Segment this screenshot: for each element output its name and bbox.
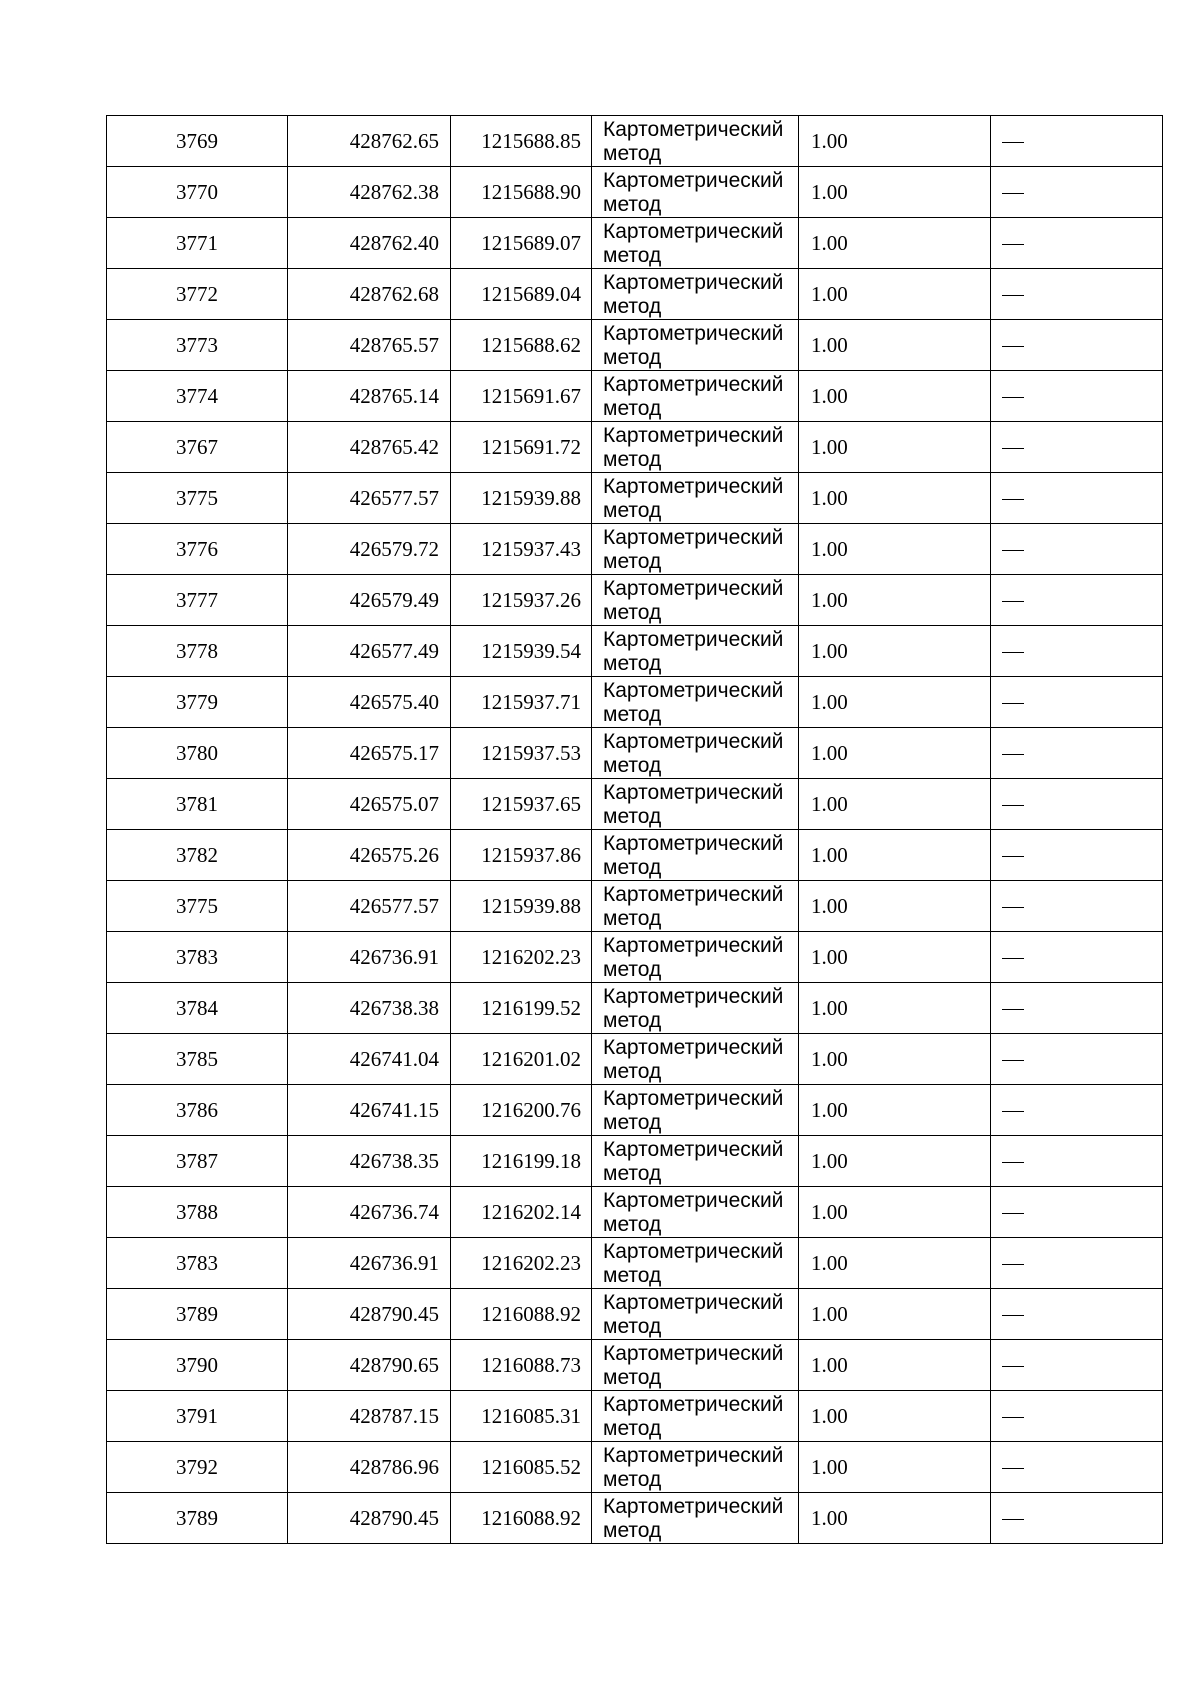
method-cell bbox=[592, 881, 799, 932]
y-coordinate-cell: 1216199.18 bbox=[451, 1136, 592, 1187]
y-coordinate-cell: 1215937.26 bbox=[451, 575, 592, 626]
method-line-2: метод bbox=[603, 448, 662, 471]
accuracy-cell: 1.00 bbox=[799, 830, 991, 881]
y-coordinate-cell: 1216202.23 bbox=[451, 1238, 592, 1289]
method-line-2: метод bbox=[603, 295, 662, 318]
x-coordinate-cell: 426579.72 bbox=[288, 524, 451, 575]
description-cell bbox=[991, 779, 1163, 830]
method-line-1: Картометрический bbox=[603, 1087, 784, 1110]
accuracy-cell: 1.00 bbox=[799, 1238, 991, 1289]
description-cell bbox=[991, 1391, 1163, 1442]
y-coordinate-cell: 1215937.43 bbox=[451, 524, 592, 575]
coordinates-table bbox=[106, 115, 1163, 1544]
point-number-cell: 3780 bbox=[107, 728, 288, 779]
table-row bbox=[107, 1238, 1163, 1289]
method-line-2: метод bbox=[603, 1060, 662, 1083]
table-row bbox=[107, 1442, 1163, 1493]
table-row bbox=[107, 983, 1163, 1034]
point-number-cell: 3774 bbox=[107, 371, 288, 422]
y-coordinate-cell: 1215939.88 bbox=[451, 473, 592, 524]
method-line-2: метод bbox=[603, 1111, 662, 1134]
method-cell bbox=[592, 422, 799, 473]
point-number-cell: 3778 bbox=[107, 626, 288, 677]
method-line-1: Картометрический bbox=[603, 118, 784, 141]
x-coordinate-cell: 428765.57 bbox=[288, 320, 451, 371]
x-coordinate-cell: 426738.35 bbox=[288, 1136, 451, 1187]
dash-mark bbox=[1002, 1111, 1024, 1112]
method-cell bbox=[592, 371, 799, 422]
accuracy-cell: 1.00 bbox=[799, 881, 991, 932]
description-cell bbox=[991, 422, 1163, 473]
table-row bbox=[107, 524, 1163, 575]
description-cell bbox=[991, 575, 1163, 626]
method-line-2: метод bbox=[603, 244, 662, 267]
method-line-2: метод bbox=[603, 1519, 662, 1542]
method-cell bbox=[592, 728, 799, 779]
table-row bbox=[107, 422, 1163, 473]
table-row bbox=[107, 932, 1163, 983]
dash-mark bbox=[1002, 1162, 1024, 1163]
description-cell bbox=[991, 1085, 1163, 1136]
method-line-2: метод bbox=[603, 703, 662, 726]
dash-mark bbox=[1002, 1060, 1024, 1061]
x-coordinate-cell: 428762.40 bbox=[288, 218, 451, 269]
table-row bbox=[107, 881, 1163, 932]
method-cell bbox=[592, 1289, 799, 1340]
x-coordinate-cell: 426741.15 bbox=[288, 1085, 451, 1136]
x-coordinate-cell: 428765.42 bbox=[288, 422, 451, 473]
dash-mark bbox=[1002, 805, 1024, 806]
y-coordinate-cell: 1216201.02 bbox=[451, 1034, 592, 1085]
dash-mark bbox=[1002, 1468, 1024, 1469]
accuracy-cell: 1.00 bbox=[799, 1442, 991, 1493]
method-cell bbox=[592, 218, 799, 269]
x-coordinate-cell: 428762.38 bbox=[288, 167, 451, 218]
method-line-2: метод bbox=[603, 193, 662, 216]
method-cell bbox=[592, 1034, 799, 1085]
point-number-cell: 3775 bbox=[107, 473, 288, 524]
method-line-2: метод bbox=[603, 397, 662, 420]
point-number-cell: 3769 bbox=[107, 116, 288, 167]
point-number-cell: 3776 bbox=[107, 524, 288, 575]
accuracy-cell: 1.00 bbox=[799, 116, 991, 167]
method-line-2: метод bbox=[603, 601, 662, 624]
accuracy-cell: 1.00 bbox=[799, 728, 991, 779]
description-cell bbox=[991, 320, 1163, 371]
description-cell bbox=[991, 473, 1163, 524]
x-coordinate-cell: 428762.68 bbox=[288, 269, 451, 320]
x-coordinate-cell: 426736.91 bbox=[288, 932, 451, 983]
point-number-cell: 3782 bbox=[107, 830, 288, 881]
dash-mark bbox=[1002, 295, 1024, 296]
description-cell bbox=[991, 116, 1163, 167]
table-row bbox=[107, 218, 1163, 269]
method-cell bbox=[592, 1493, 799, 1544]
method-line-2: метод bbox=[603, 1417, 662, 1440]
method-cell bbox=[592, 1136, 799, 1187]
method-cell bbox=[592, 626, 799, 677]
method-cell bbox=[592, 779, 799, 830]
accuracy-cell: 1.00 bbox=[799, 1289, 991, 1340]
method-line-2: метод bbox=[603, 1213, 662, 1236]
method-line-2: метод bbox=[603, 652, 662, 675]
dash-mark bbox=[1002, 703, 1024, 704]
x-coordinate-cell: 426736.91 bbox=[288, 1238, 451, 1289]
method-line-2: метод bbox=[603, 856, 662, 879]
point-number-cell: 3773 bbox=[107, 320, 288, 371]
y-coordinate-cell: 1215689.07 bbox=[451, 218, 592, 269]
method-cell bbox=[592, 575, 799, 626]
method-line-2: метод bbox=[603, 142, 662, 165]
y-coordinate-cell: 1215689.04 bbox=[451, 269, 592, 320]
y-coordinate-cell: 1216088.73 bbox=[451, 1340, 592, 1391]
y-coordinate-cell: 1215937.53 bbox=[451, 728, 592, 779]
accuracy-cell: 1.00 bbox=[799, 677, 991, 728]
method-line-1: Картометрический bbox=[603, 475, 784, 498]
method-cell bbox=[592, 167, 799, 218]
description-cell bbox=[991, 830, 1163, 881]
y-coordinate-cell: 1215939.54 bbox=[451, 626, 592, 677]
accuracy-cell: 1.00 bbox=[799, 269, 991, 320]
table-row bbox=[107, 677, 1163, 728]
point-number-cell: 3771 bbox=[107, 218, 288, 269]
accuracy-cell: 1.00 bbox=[799, 1085, 991, 1136]
x-coordinate-cell: 428790.65 bbox=[288, 1340, 451, 1391]
table-row bbox=[107, 830, 1163, 881]
x-coordinate-cell: 426736.74 bbox=[288, 1187, 451, 1238]
accuracy-cell: 1.00 bbox=[799, 575, 991, 626]
x-coordinate-cell: 428786.96 bbox=[288, 1442, 451, 1493]
table-row bbox=[107, 167, 1163, 218]
x-coordinate-cell: 426579.49 bbox=[288, 575, 451, 626]
method-cell bbox=[592, 269, 799, 320]
dash-mark bbox=[1002, 754, 1024, 755]
accuracy-cell: 1.00 bbox=[799, 320, 991, 371]
accuracy-cell: 1.00 bbox=[799, 524, 991, 575]
description-cell bbox=[991, 269, 1163, 320]
method-cell bbox=[592, 524, 799, 575]
accuracy-cell: 1.00 bbox=[799, 473, 991, 524]
method-cell bbox=[592, 320, 799, 371]
point-number-cell: 3786 bbox=[107, 1085, 288, 1136]
method-line-1: Картометрический bbox=[603, 730, 784, 753]
description-cell bbox=[991, 1289, 1163, 1340]
dash-mark bbox=[1002, 1315, 1024, 1316]
description-cell bbox=[991, 1442, 1163, 1493]
method-line-1: Картометрический bbox=[603, 679, 784, 702]
accuracy-cell: 1.00 bbox=[799, 422, 991, 473]
y-coordinate-cell: 1216202.14 bbox=[451, 1187, 592, 1238]
x-coordinate-cell: 426577.57 bbox=[288, 881, 451, 932]
method-line-1: Картометрический bbox=[603, 883, 784, 906]
method-line-2: метод bbox=[603, 1366, 662, 1389]
table-row bbox=[107, 1340, 1163, 1391]
dash-mark bbox=[1002, 397, 1024, 398]
accuracy-cell: 1.00 bbox=[799, 1034, 991, 1085]
point-number-cell: 3767 bbox=[107, 422, 288, 473]
dash-mark bbox=[1002, 1417, 1024, 1418]
dash-mark bbox=[1002, 1519, 1024, 1520]
y-coordinate-cell: 1216202.23 bbox=[451, 932, 592, 983]
dash-mark bbox=[1002, 1366, 1024, 1367]
method-line-1: Картометрический bbox=[603, 526, 784, 549]
method-line-2: метод bbox=[603, 754, 662, 777]
description-cell bbox=[991, 1493, 1163, 1544]
method-line-2: метод bbox=[603, 499, 662, 522]
description-cell bbox=[991, 983, 1163, 1034]
table-row bbox=[107, 1187, 1163, 1238]
method-line-1: Картометрический bbox=[603, 934, 784, 957]
accuracy-cell: 1.00 bbox=[799, 779, 991, 830]
method-line-1: Картометрический bbox=[603, 577, 784, 600]
y-coordinate-cell: 1215937.65 bbox=[451, 779, 592, 830]
method-line-2: метод bbox=[603, 907, 662, 930]
table-row bbox=[107, 1289, 1163, 1340]
accuracy-cell: 1.00 bbox=[799, 1187, 991, 1238]
description-cell bbox=[991, 677, 1163, 728]
description-cell bbox=[991, 1238, 1163, 1289]
y-coordinate-cell: 1215691.72 bbox=[451, 422, 592, 473]
x-coordinate-cell: 426741.04 bbox=[288, 1034, 451, 1085]
dash-mark bbox=[1002, 142, 1024, 143]
method-cell bbox=[592, 116, 799, 167]
table-row bbox=[107, 1391, 1163, 1442]
x-coordinate-cell: 426575.07 bbox=[288, 779, 451, 830]
point-number-cell: 3775 bbox=[107, 881, 288, 932]
y-coordinate-cell: 1216088.92 bbox=[451, 1493, 592, 1544]
point-number-cell: 3788 bbox=[107, 1187, 288, 1238]
table-row bbox=[107, 1034, 1163, 1085]
method-cell bbox=[592, 677, 799, 728]
y-coordinate-cell: 1216088.92 bbox=[451, 1289, 592, 1340]
point-number-cell: 3790 bbox=[107, 1340, 288, 1391]
method-line-2: метод bbox=[603, 1264, 662, 1287]
method-cell bbox=[592, 830, 799, 881]
accuracy-cell: 1.00 bbox=[799, 1391, 991, 1442]
method-cell bbox=[592, 932, 799, 983]
method-line-1: Картометрический bbox=[603, 1189, 784, 1212]
point-number-cell: 3777 bbox=[107, 575, 288, 626]
method-line-2: метод bbox=[603, 1315, 662, 1338]
description-cell bbox=[991, 1187, 1163, 1238]
method-cell bbox=[592, 1442, 799, 1493]
description-cell bbox=[991, 626, 1163, 677]
description-cell bbox=[991, 1340, 1163, 1391]
table-row bbox=[107, 473, 1163, 524]
accuracy-cell: 1.00 bbox=[799, 1340, 991, 1391]
point-number-cell: 3785 bbox=[107, 1034, 288, 1085]
dash-mark bbox=[1002, 346, 1024, 347]
table-row bbox=[107, 1085, 1163, 1136]
method-line-1: Картометрический bbox=[603, 832, 784, 855]
method-line-1: Картометрический bbox=[603, 424, 784, 447]
method-line-1: Картометрический bbox=[603, 1291, 784, 1314]
method-line-1: Картометрический bbox=[603, 1444, 784, 1467]
method-line-2: метод bbox=[603, 550, 662, 573]
method-line-2: метод bbox=[603, 1468, 662, 1491]
y-coordinate-cell: 1215688.90 bbox=[451, 167, 592, 218]
table-row bbox=[107, 371, 1163, 422]
x-coordinate-cell: 426577.57 bbox=[288, 473, 451, 524]
dash-mark bbox=[1002, 652, 1024, 653]
y-coordinate-cell: 1215939.88 bbox=[451, 881, 592, 932]
dash-mark bbox=[1002, 193, 1024, 194]
point-number-cell: 3772 bbox=[107, 269, 288, 320]
x-coordinate-cell: 428762.65 bbox=[288, 116, 451, 167]
table-row bbox=[107, 1493, 1163, 1544]
table-row bbox=[107, 728, 1163, 779]
table-row bbox=[107, 575, 1163, 626]
method-line-2: метод bbox=[603, 805, 662, 828]
x-coordinate-cell: 428790.45 bbox=[288, 1493, 451, 1544]
dash-mark bbox=[1002, 856, 1024, 857]
method-cell bbox=[592, 473, 799, 524]
y-coordinate-cell: 1215937.71 bbox=[451, 677, 592, 728]
table-row bbox=[107, 779, 1163, 830]
method-line-1: Картометрический bbox=[603, 169, 784, 192]
description-cell bbox=[991, 218, 1163, 269]
method-line-2: метод bbox=[603, 1162, 662, 1185]
dash-mark bbox=[1002, 907, 1024, 908]
dash-mark bbox=[1002, 1009, 1024, 1010]
description-cell bbox=[991, 167, 1163, 218]
dash-mark bbox=[1002, 244, 1024, 245]
method-cell bbox=[592, 983, 799, 1034]
method-cell bbox=[592, 1340, 799, 1391]
table-row bbox=[107, 269, 1163, 320]
method-line-1: Картометрический bbox=[603, 985, 784, 1008]
accuracy-cell: 1.00 bbox=[799, 167, 991, 218]
method-line-1: Картометрический bbox=[603, 220, 784, 243]
method-line-2: метод bbox=[603, 346, 662, 369]
method-line-1: Картометрический bbox=[603, 271, 784, 294]
x-coordinate-cell: 426577.49 bbox=[288, 626, 451, 677]
y-coordinate-cell: 1216199.52 bbox=[451, 983, 592, 1034]
description-cell bbox=[991, 1136, 1163, 1187]
description-cell bbox=[991, 728, 1163, 779]
method-line-1: Картометрический bbox=[603, 322, 784, 345]
description-cell bbox=[991, 524, 1163, 575]
method-line-1: Картометрический bbox=[603, 781, 784, 804]
method-line-1: Картометрический bbox=[603, 1138, 784, 1161]
point-number-cell: 3792 bbox=[107, 1442, 288, 1493]
method-cell bbox=[592, 1238, 799, 1289]
method-line-1: Картометрический bbox=[603, 1342, 784, 1365]
method-line-1: Картометрический bbox=[603, 1393, 784, 1416]
coordinates-table-body bbox=[107, 116, 1163, 1544]
accuracy-cell: 1.00 bbox=[799, 626, 991, 677]
table-row bbox=[107, 116, 1163, 167]
table-row bbox=[107, 626, 1163, 677]
y-coordinate-cell: 1215937.86 bbox=[451, 830, 592, 881]
x-coordinate-cell: 428765.14 bbox=[288, 371, 451, 422]
point-number-cell: 3783 bbox=[107, 932, 288, 983]
method-line-1: Картометрический bbox=[603, 1495, 784, 1518]
dash-mark bbox=[1002, 499, 1024, 500]
method-line-1: Картометрический bbox=[603, 373, 784, 396]
point-number-cell: 3779 bbox=[107, 677, 288, 728]
method-cell bbox=[592, 1391, 799, 1442]
point-number-cell: 3783 bbox=[107, 1238, 288, 1289]
method-line-1: Картометрический bbox=[603, 1036, 784, 1059]
point-number-cell: 3784 bbox=[107, 983, 288, 1034]
accuracy-cell: 1.00 bbox=[799, 932, 991, 983]
x-coordinate-cell: 426575.17 bbox=[288, 728, 451, 779]
dash-mark bbox=[1002, 958, 1024, 959]
dash-mark bbox=[1002, 1264, 1024, 1265]
x-coordinate-cell: 426575.40 bbox=[288, 677, 451, 728]
accuracy-cell: 1.00 bbox=[799, 218, 991, 269]
dash-mark bbox=[1002, 550, 1024, 551]
accuracy-cell: 1.00 bbox=[799, 371, 991, 422]
table-row bbox=[107, 1136, 1163, 1187]
x-coordinate-cell: 428787.15 bbox=[288, 1391, 451, 1442]
dash-mark bbox=[1002, 1213, 1024, 1214]
method-line-1: Картометрический bbox=[603, 628, 784, 651]
point-number-cell: 3789 bbox=[107, 1493, 288, 1544]
point-number-cell: 3791 bbox=[107, 1391, 288, 1442]
description-cell bbox=[991, 1034, 1163, 1085]
point-number-cell: 3787 bbox=[107, 1136, 288, 1187]
y-coordinate-cell: 1215688.85 bbox=[451, 116, 592, 167]
y-coordinate-cell: 1215691.67 bbox=[451, 371, 592, 422]
y-coordinate-cell: 1215688.62 bbox=[451, 320, 592, 371]
x-coordinate-cell: 426575.26 bbox=[288, 830, 451, 881]
description-cell bbox=[991, 932, 1163, 983]
y-coordinate-cell: 1216085.52 bbox=[451, 1442, 592, 1493]
accuracy-cell: 1.00 bbox=[799, 983, 991, 1034]
dash-mark bbox=[1002, 448, 1024, 449]
method-line-1: Картометрический bbox=[603, 1240, 784, 1263]
point-number-cell: 3770 bbox=[107, 167, 288, 218]
description-cell bbox=[991, 371, 1163, 422]
method-cell bbox=[592, 1085, 799, 1136]
point-number-cell: 3781 bbox=[107, 779, 288, 830]
accuracy-cell: 1.00 bbox=[799, 1493, 991, 1544]
method-cell bbox=[592, 1187, 799, 1238]
point-number-cell: 3789 bbox=[107, 1289, 288, 1340]
table-row bbox=[107, 320, 1163, 371]
description-cell bbox=[991, 881, 1163, 932]
accuracy-cell: 1.00 bbox=[799, 1136, 991, 1187]
y-coordinate-cell: 1216200.76 bbox=[451, 1085, 592, 1136]
method-line-2: метод bbox=[603, 958, 662, 981]
method-line-2: метод bbox=[603, 1009, 662, 1032]
x-coordinate-cell: 426738.38 bbox=[288, 983, 451, 1034]
y-coordinate-cell: 1216085.31 bbox=[451, 1391, 592, 1442]
x-coordinate-cell: 428790.45 bbox=[288, 1289, 451, 1340]
dash-mark bbox=[1002, 601, 1024, 602]
